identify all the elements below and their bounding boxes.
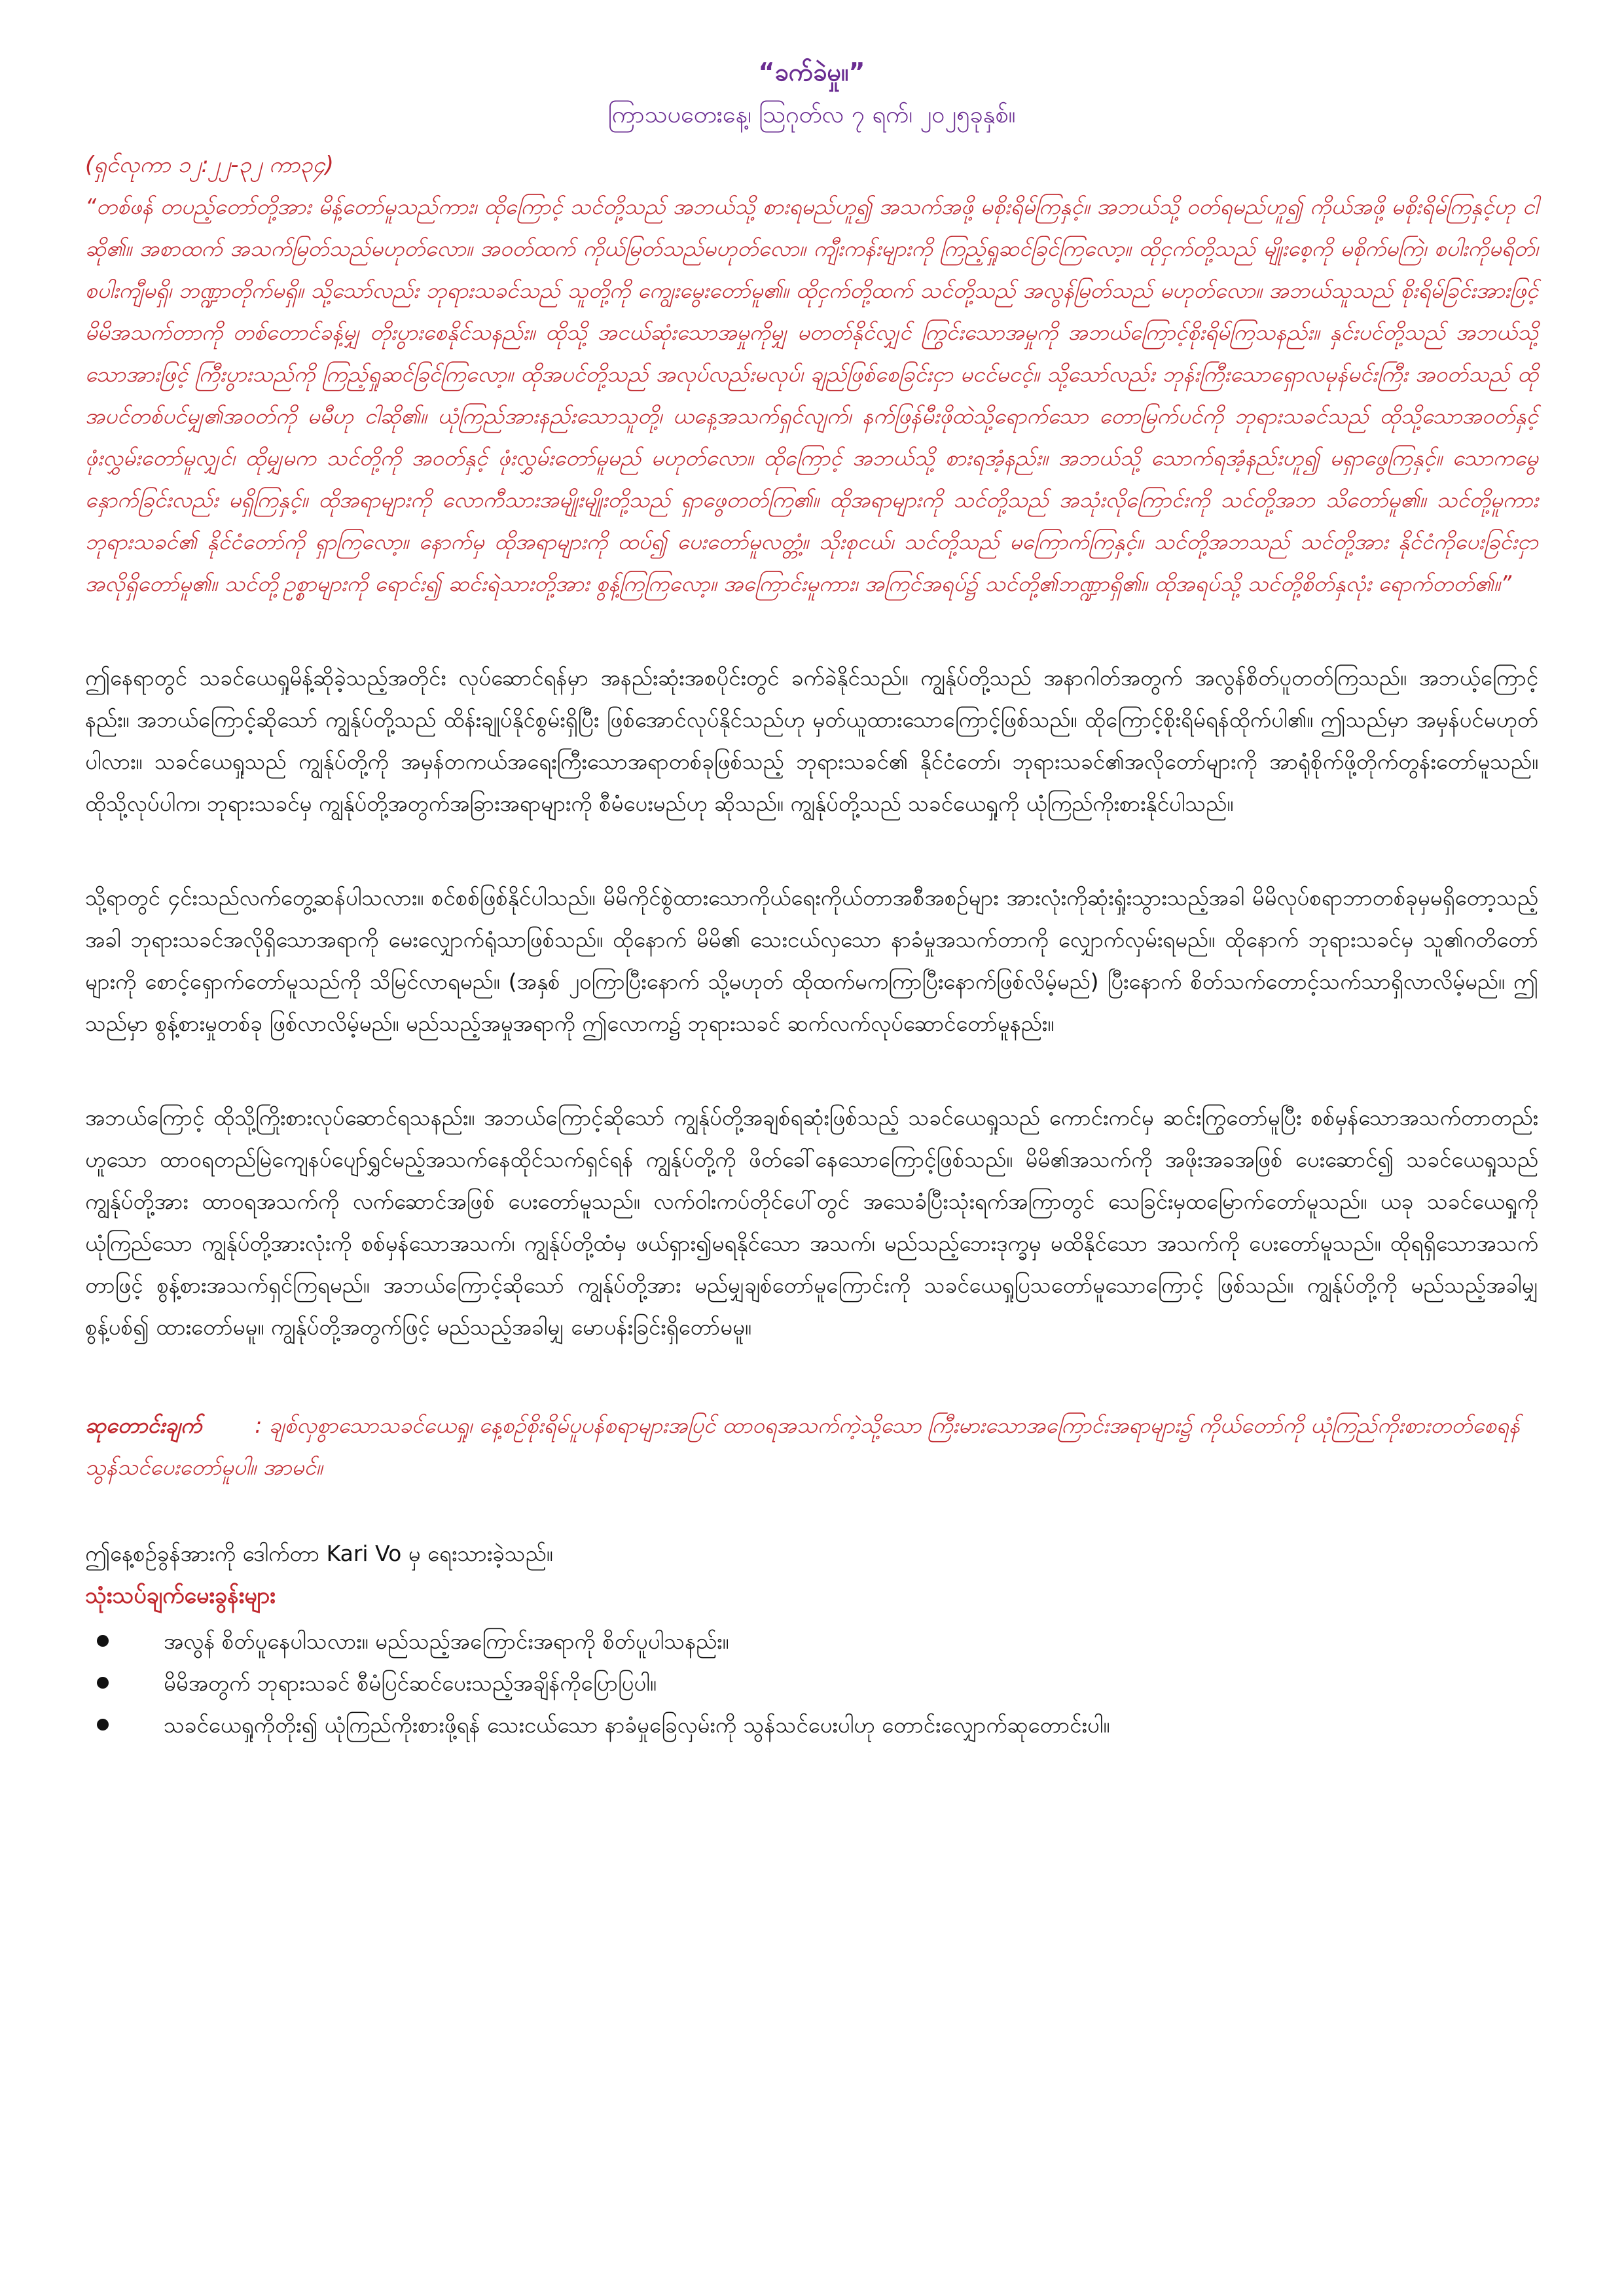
body-paragraph-3: အဘယ်ကြောင့် ထိုသို့ကြိုးစားလုပ်ဆောင်ရသနည်း။ အဘယ်ကြောင့်ဆိုသော် ကျွန်ုပ်တို့အချစ်ရဆုံးဖြစ်သည့် သခင်ယေရှုသည် ကောင်းကင်မှ ဆင်းကြွတော်မူပြီး စစ်မှန်သောအသက်တာတည်းဟူသော ထာဝရတည်မြဲကျေနပ်ပျော်ရွှင်မည့်အသက်နေထိုင်သက်ရှင်ရန် ကျွန်ုပ်တို့ကို ဖိတ်ခေါ်နေသောကြောင့်ဖြစ်သည်။ မိမိ၏အသက်ကို အဖိုးအခအဖြစ် ပေးဆောင်၍ သခင်ယေရှုသည် ကျွန်ုပ်တို့အား ထာဝရအသက်ကို လက်ဆောင်အဖြစ် ပေးတော်မူသည်။ လက်ဝါးကပ်တိုင်ပေါ်တွင် အသေခံပြီးသုံးရက်အကြာတွင် သေခြင်းမှထမြောက်တော်မူသည်။ ယခု သခင်ယေရှုကို ယုံကြည်သော ကျွန်ုပ်တို့အားလုံးကို စစ်မှန်သောအသက်၊ ကျွန်ုပ်တို့ထံမှ ဖယ်ရှား၍မရနိုင်သော အသက်၊ မည်သည့်ဘေးဒုက္ခမှ မထိနိုင်သော အသက်ကို ပေးတော်မူသည်။ ထိုရရှိသောအသက်တာဖြင့် စွန့်စားအသက်ရှင်ကြရမည်။ အဘယ်ကြောင့်ဆိုသော် ကျွန်ုပ်တို့အား မည်မျှချစ်တော်မူကြောင်းကို သခင်ယေရှုပြသတော်မူသောကြောင့် ဖြစ်သည်။ ကျွန်ုပ်တို့ကို မည်သည့်အခါမျှ စွန့်ပစ်၍ ထားတော်မမူ။ ကျွန်ုပ်တို့အတွက်ဖြင့် မည်သည့်အခါမျှ မောပန်းခြင်းရှိတော်မမူ။ xyxy=(85,1105,1538,1340)
question-text: သခင်ယေရှုကိုတိုး၍ ယုံကြည်ကိုးစားဖို့ရန် သေးငယ်သော နာခံမှုခြေလှမ်းကို သွန်သင်ပေးပါဟု တောင်းလျှောက်ဆုတောင်းပါ။ xyxy=(164,1712,1110,1738)
question-item xyxy=(85,1621,1538,1662)
bullet-icon xyxy=(97,1677,109,1689)
author-name: Kari Vo xyxy=(326,1541,402,1566)
question-text: အလွန် စိတ်ပူနေပါသလား။ မည်သည့်အကြောင်းအရာကို စိတ်ပူပါသနည်း။ xyxy=(164,1628,729,1654)
page-title: “ခက်ခဲမှု။” xyxy=(758,58,865,86)
prayer-label: ဆုတောင်းချက် xyxy=(85,1412,202,1438)
author-line-before: ဤနေ့စဉ်ခွန်အားကို ဒေါက်တာ xyxy=(85,1541,327,1566)
bullet-icon xyxy=(97,1719,109,1731)
question-item xyxy=(85,1662,1538,1704)
bullet-icon xyxy=(97,1635,109,1647)
author-line xyxy=(85,1534,1538,1573)
scripture-passage: “တစ်ဖန် တပည့်တော်တို့အား မိန့်တော်မူသည်ကား၊ ထိုကြောင့် သင်တို့သည် အဘယ်သို့ စားရမည်ဟူ၍ အသက်အဖို့ မစိုးရိမ်ကြနှင့်။ အဘယ်သို့ ဝတ်ရမည်ဟူ၍ ကိုယ်အဖို့ မစိုးရိမ်ကြနှင့်ဟု ငါဆို၏။ အစာထက် အသက်မြတ်သည်မဟုတ်လော။ အဝတ်ထက် ကိုယ်မြတ်သည်မဟုတ်လော။ ကျီးကန်းများကို ကြည့်ရှုဆင်ခြင်ကြလော့။ ထိုငှက်တို့သည် မျိုးစေ့ကို မစိုက်မကြဲ၊ စပါးကိုမရိတ်၊ စပါးကျီမရှိ၊ ဘဏ္ဍာတိုက်မရှိ။ သို့သော်လည်း ဘုရားသခင်သည် သူတို့ကို ကျွေးမွေးတော်မူ၏။ ထိုငှက်တို့ထက် သင်တို့သည် အလွန်မြတ်သည် မဟုတ်လော။ အဘယ်သူသည် စိုးရိမ်ခြင်းအားဖြင့် မိမိအသက်တာကို တစ်တောင်ခန့်မျှ တိုးပွားစေနိုင်သနည်း။ ထိုသို့ အငယ်ဆုံးသောအမှုကိုမျှ မတတ်နိုင်လျှင် ကြွင်းသောအမှုကို အဘယ်ကြောင့်စိုးရိမ်ကြသနည်း။ နှင်းပင်တို့သည် အဘယ်သို့သောအားဖြင့် ကြီးပွားသည်ကို ကြည့်ရှုဆင်ခြင်ကြလော့။ ထိုအပင်တို့သည် အလုပ်လည်းမလုပ်၊ ချည်ဖြစ်စေခြင်းငှာ မငင်မငင့်။ သို့သော်လည်း ဘုန်းကြီးသောရှောလမုန်မင်းကြီး အဝတ်သည် ထိုအပင်တစ်ပင်မျှ၏အဝတ်ကို မမီဟု ငါဆို၏။ ယုံကြည်အားနည်းသောသူတို့၊ ယနေ့အသက်ရှင်လျက်၊ နက်ဖြန်မီးဖိုထဲသို့ရောက်သော တောမြက်ပင်ကို ဘုရားသခင်သည် ထိုသို့သောအဝတ်နှင့် ဖုံးလွှမ်းတော်မူလျှင်၊ ထိုမျှမက သင်တို့ကို အဝတ်နှင့် ဖုံးလွှမ်းတော်မူမည် မဟုတ်လော။ ထိုကြောင့် အဘယ်သို့ စားရအံ့နည်း။ အဘယ်သို့ သောက်ရအံ့နည်းဟူ၍ မရှာဖွေကြနှင့်။ သောကမွေနှောက်ခြင်းလည်း မရှိကြနှင့်။ ထိုအရာများကို လောကီသားအမျိုးမျိုးတို့သည် ရှာဖွေတတ်ကြ၏။ ထိုအရာများကို သင်တို့သည် အသုံးလိုကြောင်းကို သင်တို့အဘ သိတော်မူ၏။ သင်တို့မူကား ဘုရားသခင်၏ နိုင်ငံတော်ကို ရှာကြလော့။ နောက်မှ ထိုအရာများကို ထပ်၍ ပေးတော်မူလတ္တံ့။ သိုးစုငယ်၊ သင်တို့သည် မကြောက်ကြနှင့်။ သင်တို့အဘသည် သင်တို့အား နိုင်ငံကိုပေးခြင်းငှာ အလိုရှိတော်မူ၏။ သင်တို့ဥစ္စာများကို ရောင်း၍ ဆင်းရဲသားတို့အား စွန့်ကြကြလော့။ အကြောင်းမူကား၊ အကြင်အရပ်၌ သင်တို့၏ဘဏ္ဍာရှိ၏။ ထိုအရပ်သို့ သင်တို့စိတ်နှလုံး ရောက်တတ်၏။” xyxy=(85,194,1538,596)
questions-list xyxy=(85,1621,1538,1746)
body-paragraph-1: ဤနေရာတွင် သခင်ယေရှုမိန့်ဆိုခဲ့သည့်အတိုင်း လုပ်ဆောင်ရန်မှာ အနည်းဆုံးအစပိုင်းတွင် ခက်ခဲနိုင်သည်။ ကျွန်ုပ်တို့သည် အနာဂါတ်အတွက် အလွန်စိတ်ပူတတ်ကြသည်။ အဘယ့်ကြောင့်နည်း။ အဘယ်ကြောင့်ဆိုသော် ကျွန်ုပ်တို့သည် ထိန်းချုပ်နိုင်စွမ်းရှိပြီး ဖြစ်အောင်လုပ်နိုင်သည်ဟု မှတ်ယူထားသောကြောင့်ဖြစ်သည်။ ထိုကြောင့်စိုးရိမ်ရန်ထိုက်ပါ၏။ ဤသည်မှာ အမှန်ပင်မဟုတ်ပါလား။ သခင်ယေရှုသည် ကျွန်ုပ်တို့ကို အမှန်တကယ်အရေးကြီးသောအရာတစ်ခုဖြစ်သည့် ဘုရားသခင်၏ နိုင်ငံတော်၊ ဘုရားသခင်၏အလိုတော်များကို အာရုံစိုက်ဖို့တိုက်တွန်းတော်မူသည်။ ထိုသို့လုပ်ပါက၊ ဘုရားသခင်မှ ကျွန်ုပ်တို့အတွက်အခြားအရာများကို စီမံပေးမည်ဟု ဆိုသည်။ ကျွန်ုပ်တို့သည် သခင်ယေရှုကို ယုံကြည်ကိုးစားနိုင်ပါသည်။ xyxy=(85,665,1538,816)
author-line-after: မှ ရေးသားခဲ့သည်။ xyxy=(401,1541,553,1566)
prayer-separator: : xyxy=(255,1412,262,1438)
body-paragraph-2: သို့ရာတွင် ၄င်းသည်လက်တွေ့ဆန်ပါသလား။ စင်စစ်ဖြစ်နိုင်ပါသည်။ မိမိကိုင်စွဲထားသောကိုယ်ရေးကိုယ်တာအစီအစဉ်များ အားလုံးကိုဆုံးရှုံးသွားသည့်အခါ မိမိလုပ်စရာဘာတစ်ခုမှမရှိတော့သည့်အခါ ဘုရားသခင်အလိုရှိသောအရာကို မေးလျှောက်ရုံသာဖြစ်သည်။ ထိုနောက် မိမိ၏ သေးငယ်လှသော နာခံမှုအသက်တာကို လျှောက်လှမ်းရမည်။ ထိုနောက် ဘုရားသခင်မှ သူ၏ဂတိတော်များကို စောင့်ရှောက်တော်မူသည်ကို သိမြင်လာရမည်။ (အနှစ် ၂၀ကြာပြီးနောက် သို့မဟုတ် ထိုထက်မကကြာပြီးနောက်ဖြစ်လိမ့်မည်) ပြီးနောက် စိတ်သက်တောင့်သက်သာရှိလာလိမ့်မည်။ ဤသည်မှာ စွန့်စားမှုတစ်ခု ဖြစ်လာလိမ့်မည်။ မည်သည့်အမှုအရာကို ဤလောက၌ ဘုရားသခင် ဆက်လက်လုပ်ဆောင်တော်မူနည်း။ xyxy=(85,885,1538,1036)
prayer-section xyxy=(85,1405,1538,1488)
devotional-page xyxy=(85,52,1538,1746)
questions-heading: သုံးသပ်ချက်မေးခွန်းများ xyxy=(85,1583,276,1609)
question-text: မိမိအတွက် ဘုရားသခင် စီမံပြင်ဆင်ပေးသည့်အချိန်ကိုပြောပြပါ။ xyxy=(164,1670,657,1696)
scripture-reference: (ရှင်လုကာ ၁၂:၂၂-၃၂ ကာ၃၄) xyxy=(85,152,334,178)
dateline: ကြာသပတေးနေ့၊ ဩဂုတ်လ ၇ ရက်၊ ၂၀၂၅ခုနှစ်။ xyxy=(607,101,1016,128)
prayer-text: ချစ်လှစွာသောသခင်ယေရှု၊ နေ့စဉ်စိုးရိမ်ပူပန်စရာများအပြင် ထာဝရအသက်ကဲ့သို့သော ကြီးမားသောအကြောင်းအရာများ၌ ကိုယ်တော်ကို ယုံကြည်ကိုးစားတတ်စေရန် သွန်သင်ပေးတော်မူပါ။ အာမင်။ xyxy=(85,1412,1521,1480)
question-item xyxy=(85,1704,1538,1746)
